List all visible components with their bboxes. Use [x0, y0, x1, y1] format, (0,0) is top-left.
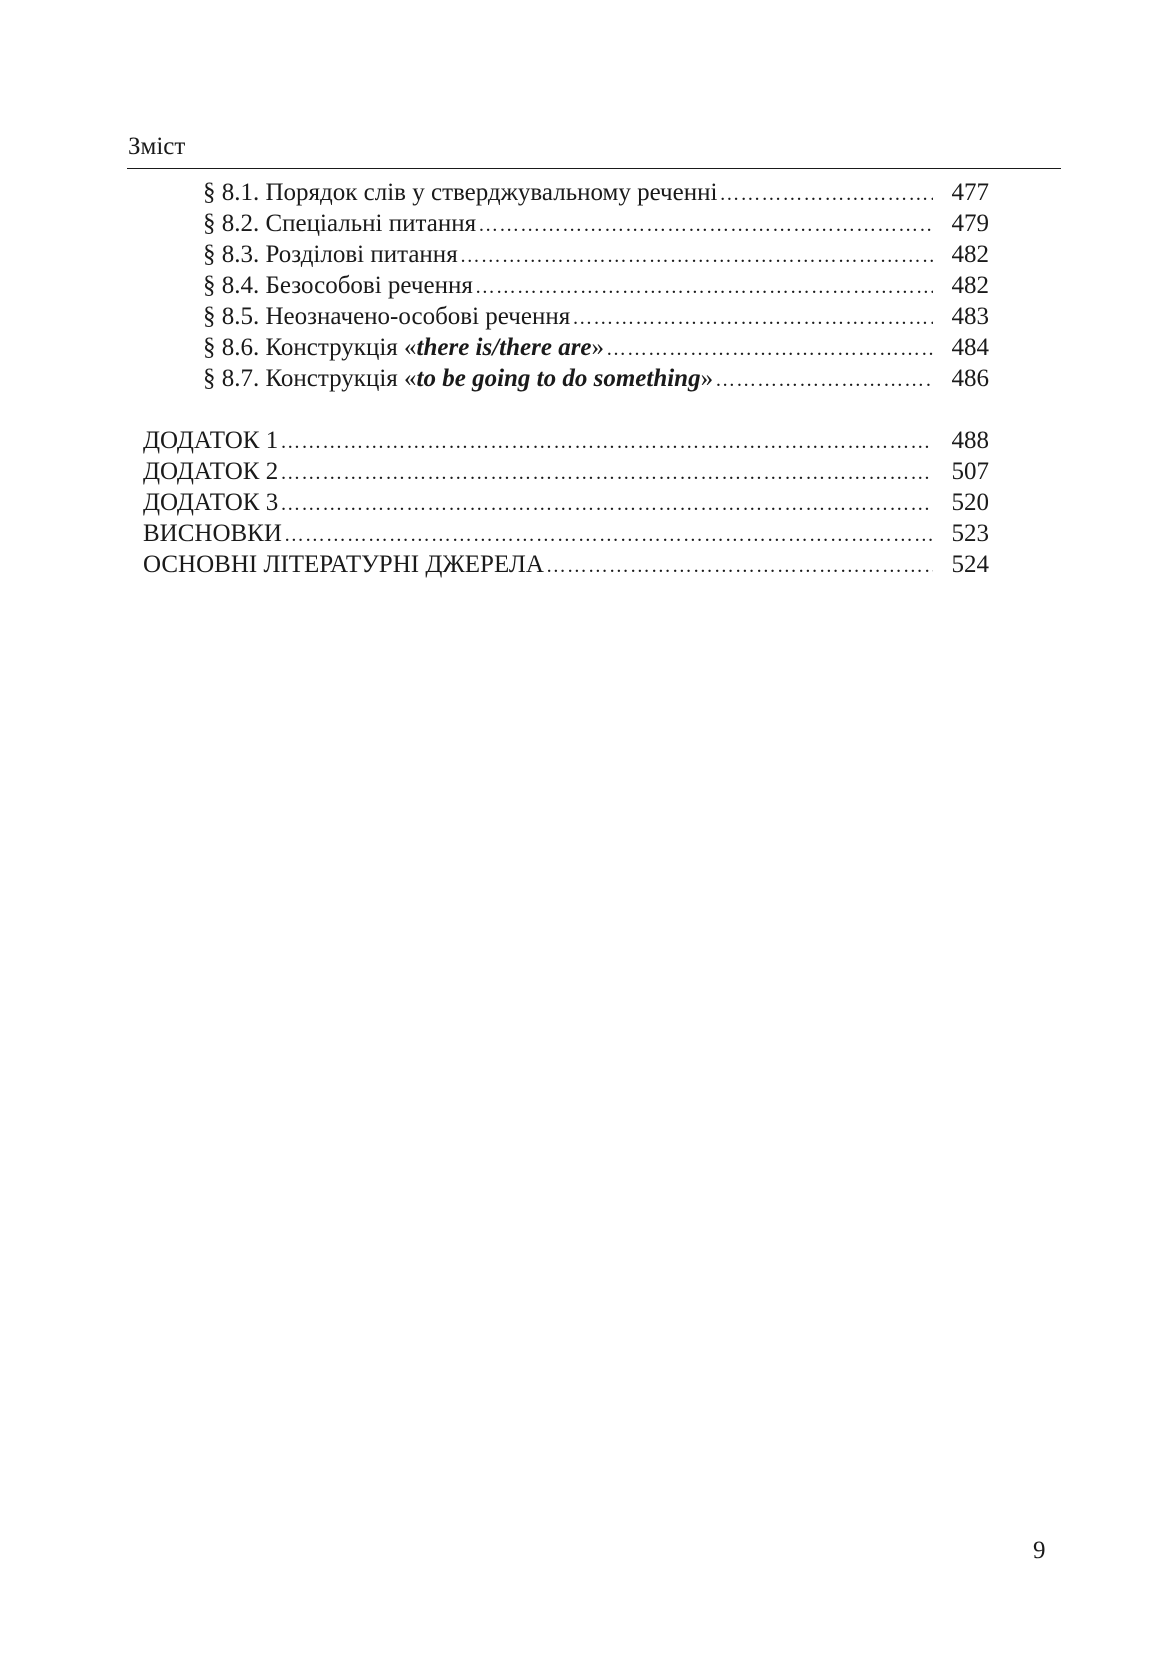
toc-entry-page: 482	[951, 272, 989, 299]
toc-entry-title: § 8.2. Спеціальні питання	[203, 210, 477, 237]
toc-entry-title: § 8.6. Конструкція «there is/there are»	[203, 334, 605, 361]
page-number: 9	[1033, 1537, 1046, 1564]
toc-entry-page: 483	[951, 303, 989, 330]
dot-leader	[280, 457, 933, 489]
toc-entry-title: § 8.4. Безособові речення	[203, 272, 473, 299]
toc-entry-8-4[interactable]	[203, 270, 989, 302]
toc-entry-page: 482	[951, 241, 989, 268]
toc-entry-8-1[interactable]	[203, 177, 989, 209]
toc-entry-page: 477	[951, 179, 989, 206]
toc-entry-8-5[interactable]	[203, 301, 989, 333]
toc-entry-8-3[interactable]	[203, 239, 989, 271]
toc-entry-title: ДОДАТОК 1	[143, 427, 279, 454]
toc-entry-emphasis: to be going to do something	[416, 365, 701, 392]
toc-entry-title: § 8.1. Порядок слів у стверджувальному реченні	[203, 179, 718, 206]
dot-leader	[719, 178, 933, 210]
dot-leader	[478, 209, 933, 241]
toc-entry-appendix-1[interactable]	[143, 425, 989, 457]
toc-entry-page: 520	[951, 489, 989, 516]
toc-entry-page: 484	[951, 334, 989, 361]
toc-entry-8-2[interactable]	[203, 208, 989, 240]
dot-leader	[572, 302, 933, 334]
dot-leader	[284, 519, 933, 551]
toc-entry-8-6[interactable]	[203, 332, 989, 364]
toc-entry-title: § 8.3. Розділові питання	[203, 241, 458, 268]
toc-entry-title: ВИСНОВКИ	[143, 520, 282, 547]
toc-entry-page: 524	[951, 551, 989, 578]
dot-leader	[606, 333, 933, 365]
dot-leader	[475, 271, 933, 303]
toc-entry-page: 486	[951, 365, 989, 392]
header-rule	[127, 168, 1061, 169]
toc-entry-appendix-3[interactable]	[143, 487, 989, 519]
toc-entry-conclusions[interactable]	[143, 518, 989, 550]
toc-entry-page: 523	[951, 520, 989, 547]
dot-leader	[546, 550, 933, 582]
dot-leader	[280, 426, 933, 458]
running-header-title: Зміст	[128, 133, 186, 160]
toc-entry-appendix-2[interactable]	[143, 456, 989, 488]
dot-leader	[715, 364, 933, 396]
toc-entry-title: § 8.5. Неозначено-особові речення	[203, 303, 571, 330]
dot-leader	[460, 240, 933, 272]
dot-leader	[280, 488, 933, 520]
toc-entry-page: 488	[951, 427, 989, 454]
toc-entry-title: ДОДАТОК 2	[143, 458, 279, 485]
toc-entry-references[interactable]	[143, 549, 989, 581]
toc-entry-8-7[interactable]	[203, 363, 989, 395]
toc-entry-title: ДОДАТОК 3	[143, 489, 279, 516]
toc-entry-title: ОСНОВНІ ЛІТЕРАТУРНІ ДЖЕРЕЛА	[143, 551, 544, 578]
toc-entry-emphasis: there is/there are	[416, 334, 592, 361]
toc-entry-page: 507	[951, 458, 989, 485]
toc-entry-title: § 8.7. Конструкція «to be going to do something»	[203, 365, 714, 392]
toc-entry-page: 479	[951, 210, 989, 237]
